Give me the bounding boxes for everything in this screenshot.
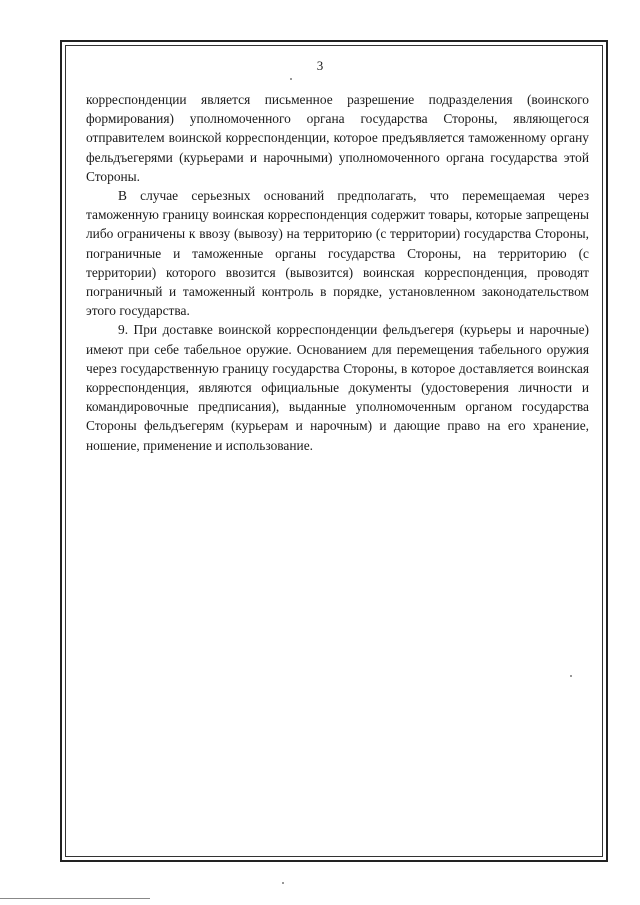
scan-speck xyxy=(570,675,572,677)
document-body xyxy=(86,90,589,455)
paragraph-item-9: 9. При доставке воинской корреспонденции фельдъегеря (курьеры и нарочные) имеют при себе табельное оружие. Основанием для перемещения табельного оружия через государственную границу государства Стороны, в которое доставляется воинская корреспонденция, являются официальные документы (удостоверения личности и командировочные предписания), выданные уполномоченным органом государства Стороны фельдъегерям (курьерам и нарочным) и дающие право на его хранение, ношение, применение и использование. xyxy=(86,322,589,453)
paragraph-continuation: корреспонденции является письменное разрешение подразделения (воинского формирования) уполномоченного органа государства Стороны, являющегося отправителем воинской корреспонденции, которое предъявляется таможенному органу фельдъегерями (курьерами и нарочными) уполномоченного органа государства этой Стороны. xyxy=(86,92,589,184)
paragraph-inspection: В случае серьезных оснований предполагать, что перемещаемая через таможенную границу воинская корреспонденция содержит товары, которые запрещены либо ограничены к ввозу (вывозу) на территорию (с территории) государства Стороны, пограничные и таможенные органы государства Стороны, на территорию (с территории) которого ввозится (вывозится) воинская корреспонденция, проводят пограничный и таможенный контроль в порядке, установленном законодательством этого государства. xyxy=(86,188,589,319)
scan-speck xyxy=(282,882,284,884)
scan-edge-line xyxy=(0,898,150,899)
scan-speck xyxy=(290,78,292,80)
page-number: 3 xyxy=(316,58,324,73)
